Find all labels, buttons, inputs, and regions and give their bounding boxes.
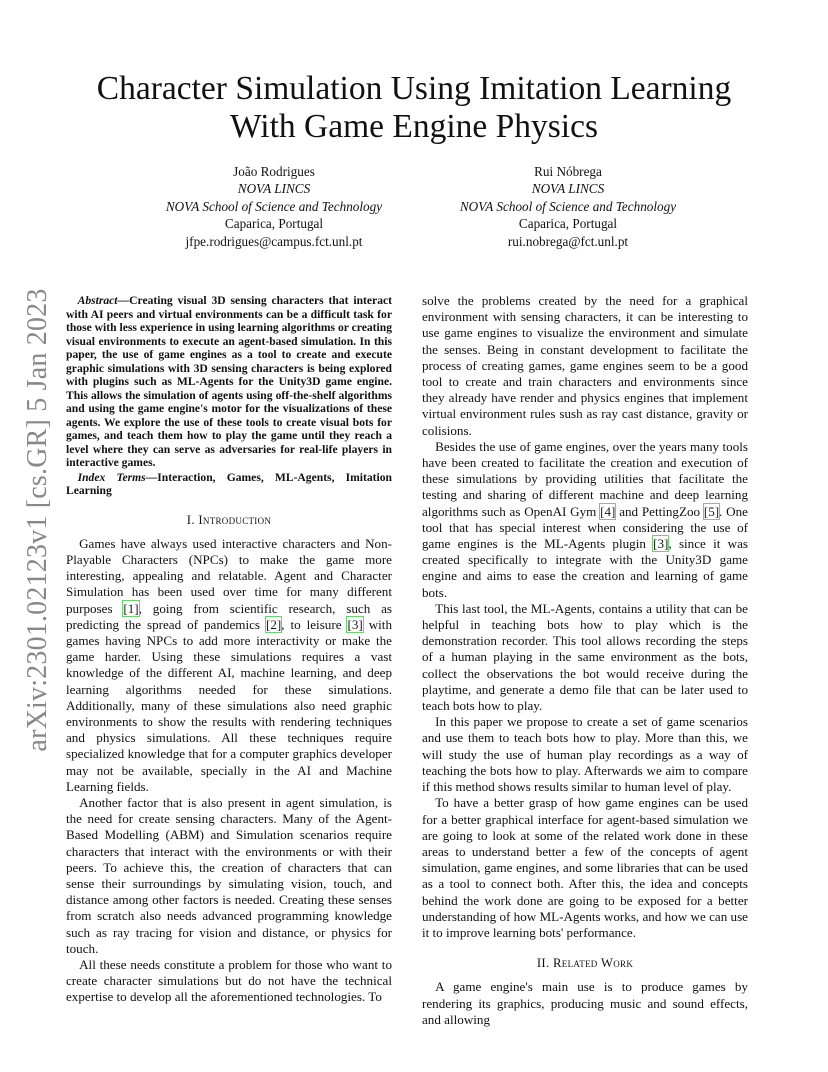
section-heading-introduction: I. Introduction (186, 512, 272, 527)
citation-link[interactable]: [3] (653, 536, 669, 552)
author-name: Rui Nóbrega (534, 164, 602, 179)
author-place: Caparica, Portugal (224, 216, 324, 232)
arxiv-id: arXiv:2301.02123v1 [cs.GR] 5 Jan 2023 (22, 288, 53, 752)
text-run: with games having NPCs to add more interactivity or make the game harder. Using these simulations requires a vast knowledge of the different AI, machine learning, and deep learning algorithms needed for these simulations. Additionally, many of these simulations also need graphic environments to show the results with rendering techniques and physics simulations. All these techniques require specialized knowledge that for a computer graphics developer may not be available, specially in the AI and Machine Learning fields. (66, 616, 392, 794)
citation-link[interactable]: [2] (265, 616, 282, 632)
paragraph: A game engine's main use is to produce games by rendering its graphics, producing music and sound effects, and allowing (422, 979, 748, 1027)
paragraph: All these needs constitute a problem for those who want to create character simulations but do not have the technical expertise to develop all the aforementioned technologies. To (66, 956, 392, 1005)
left-column (66, 294, 392, 1006)
text-run: , since it was created specifically to integrate with the Unity3D game engine and aims to ease the creation and learning of game bots. (422, 536, 748, 600)
author-email: rui.nobrega@fct.unl.pt (507, 233, 629, 249)
paragraph (66, 536, 392, 795)
citation-link[interactable]: [5] (703, 503, 720, 519)
author-place: Caparica, Portugal (518, 216, 618, 232)
paragraph: This last tool, the ML-Agents, contains a utility that can be helpful in teaching bots how to play which is the demonstration recorder. This tool allows recording the steps of a human playing in the same environment as the bots, collect the observations the bot would receive during the playtime, and generate a demo file that can be later used to teach bots how to play. (422, 600, 748, 714)
text-run: Games have always used interactive characters and Non-Playable Characters (NPCs) to make the game more interesting, appealing and relatable. Agent and Character Simulation has been used over time for many different purposes (66, 535, 392, 616)
index-terms-text: —Interaction, Games, ML-Agents, Imitation Learning (66, 470, 393, 497)
paragraph: In this paper we propose to create a set of game scenarios and use them to teach bots how to play. More than this, we will study the use of human play recordings as a way of teaching the bots how to play. Afterwards we aim to compare if this method shows results similar to human level of play. (422, 714, 748, 795)
section-heading-related-work: II. Related Work (536, 956, 634, 971)
title-line-2: With Game Engine Physics (229, 108, 599, 145)
author-school: NOVA School of Science and Technology (459, 198, 677, 214)
right-column (422, 293, 748, 1028)
text-run: . One tool that has special interest when considering the use of game engines is the ML-Agents plugin (422, 503, 748, 552)
paragraph: To have a better grasp of how game engines can be used for a better graphical interface for agent-based simulation we are going to look at some of the related work done in these areas to understand better a few of the concepts of agent simulation, game engines, and some libraries that can be used as a tool to connect both. After this, the idea and concepts behind the work done are going to be exposed for a better understanding of how ML-Agents works, and how we can use it to improve learning bots' performance. (422, 795, 748, 940)
paper-title (60, 70, 768, 146)
text-run: , going from scientific research, such as predicting the spread of pandemics (66, 600, 392, 632)
abstract (66, 294, 392, 470)
abstract-text: —Creating visual 3D sensing characters that interact with AI peers and virtual environments can be a difficult task for those with less experience in using learning algorithms or creating visual environments to execute an agent-based simulation. In this paper, the use of game engines as a tool to create and execute graphic simulations with 3D sensing characters is being explored with plugins such as ML-Agents for the Unity3D game engine. This allows the simulation of agents using off-the-shelf algorithms and using the game engine's motor for the visualizations of these agents. We explore the use of these tools to create visual bots for games, and teach them how to play the game until they reach a level where they can serve as adversaries for real-life players in interactive games. (66, 294, 392, 469)
author-name: João Rodrigues (233, 164, 315, 179)
index-terms (66, 471, 392, 498)
author-block-2 (420, 163, 716, 250)
citation-link[interactable]: [4] (600, 503, 616, 519)
text-run: Besides the use of game engines, over the years many tools have been created to facilitate the creation and execution of these simulations by providing utilities that facilitate the testing and sharing of different machine and deep learning algorithms such as OpenAI Gym (422, 438, 748, 519)
arxiv-watermark (14, 288, 62, 752)
text-run: , to leisure (281, 616, 348, 632)
text-run: and PettingZoo (615, 503, 704, 519)
abstract-lead: Abstract (77, 294, 118, 307)
author-org: NOVA LINCS (237, 181, 311, 197)
paragraph (422, 439, 748, 601)
author-email: jfpe.rodrigues@campus.fct.unl.pt (185, 233, 363, 249)
citation-link[interactable]: [3] (347, 616, 363, 632)
title-line-1: Character Simulation Using Imitation Learning (96, 70, 732, 107)
citation-link[interactable]: [1] (123, 600, 139, 616)
author-block-1 (128, 163, 420, 250)
index-terms-lead: Index Terms (77, 470, 146, 484)
paragraph: solve the problems created by the need for a graphical environment with sensing characters, it can be interesting to use game engines to visualize the environment and simulate the senses. Being in constant development to facilitate the process of creating games, game engines seem to be a good tool to create and train characters and environments since they already have render and physics engines that implement virtual environment rules sush as ray cast distance, gravity or colisions. (422, 293, 748, 438)
author-org: NOVA LINCS (531, 181, 605, 197)
author-school: NOVA School of Science and Technology (165, 198, 383, 214)
paragraph: Another factor that is also present in agent simulation, is the need for create sensing characters. Many of the Agent-Based Modelling (ABM) and Simulation scenarios require characters that interact with the environments or with their peers. To achieve this, the creation of characters that can sense their surroundings by simulating vision, touch, and distance among other factors is needed. Creating these senses from scratch also needs advanced programming knowledge such as ray tracing for vision and distance, or physics for touch. (66, 794, 392, 956)
